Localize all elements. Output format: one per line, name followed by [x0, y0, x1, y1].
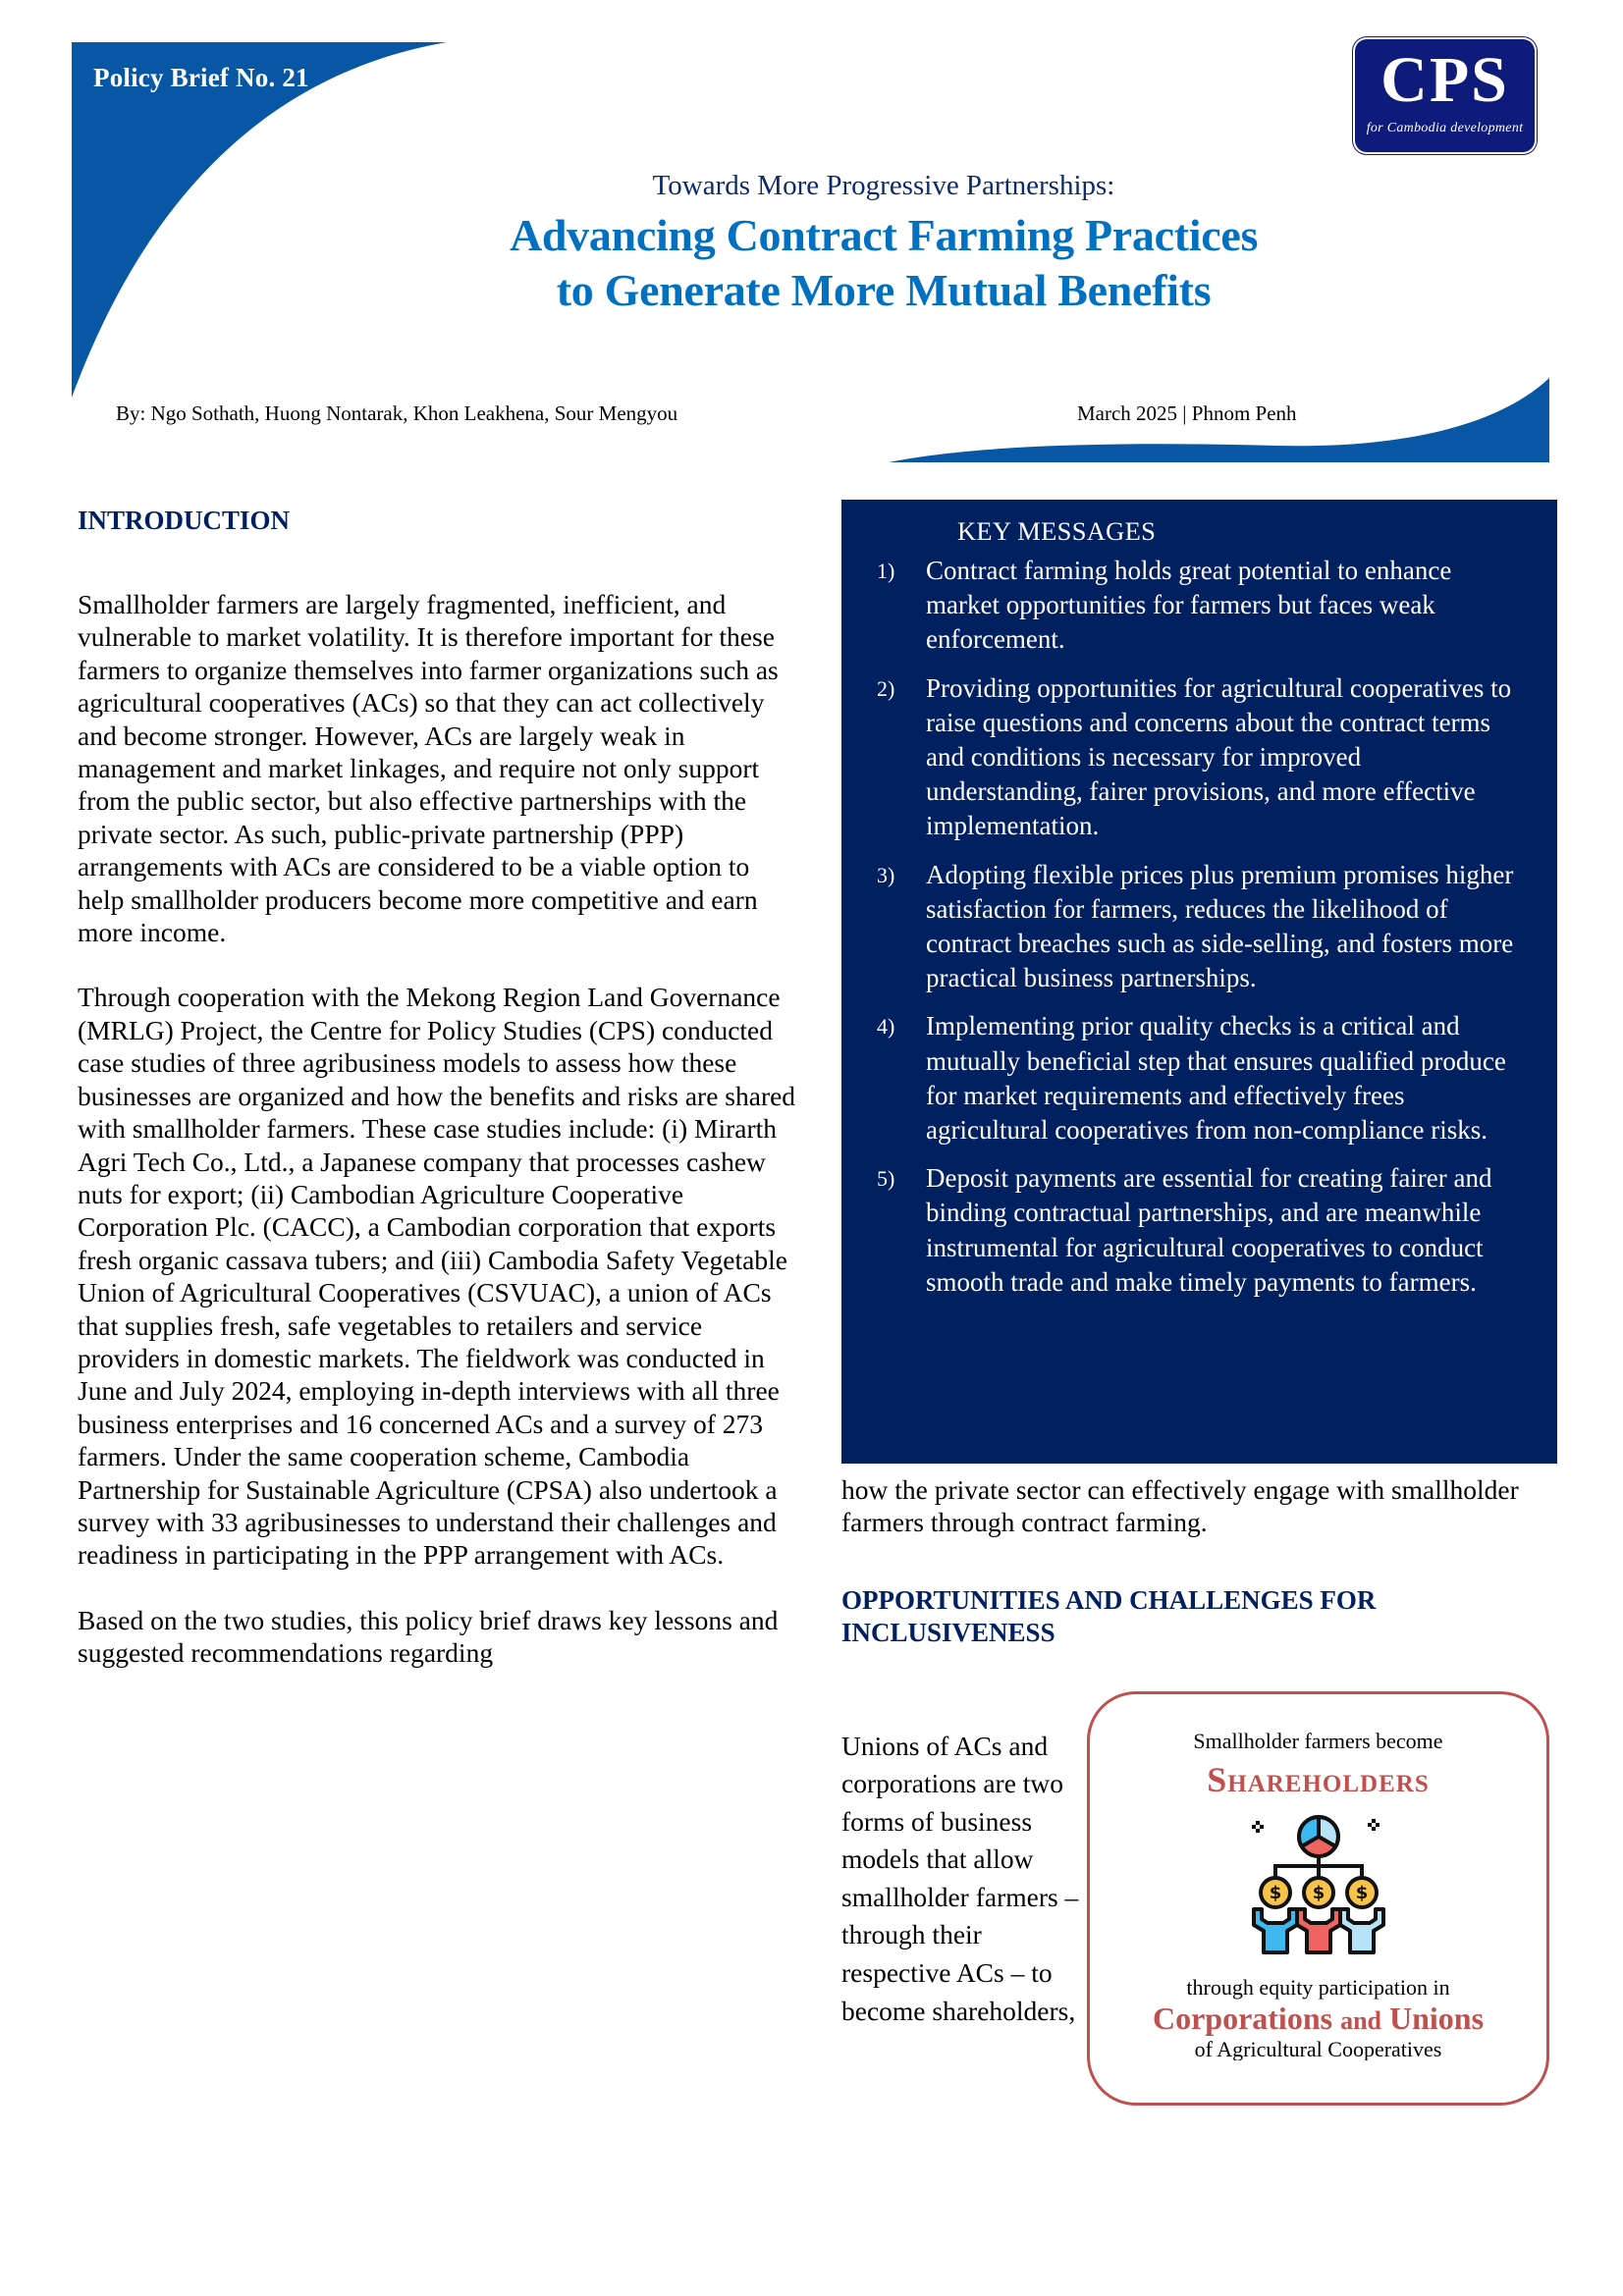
intro-paragraph-2: Through cooperation with the Mekong Region Land Governance (MRLG) Project, the Centre for Policy Studies (CPS) conducted case studies of three agribusiness models to assess how these businesses are organized and how the benefits and risks are shared with smallholder farmers. These case studies include: (i) Mirarth Agri Tech Co., Ltd., a Japanese company that processes cashew nuts for export; (ii) Cambodian Agriculture Cooperative Corporation Plc. (CACC), a Cambodian corporation that exports fresh organic cassava tubers; and (iii) Cambodia Safety Vegetable Union of Agricultural Cooperatives (CSVUAC), a union of ACs that supplies fresh, safe vegetables to retailers and service providers in domestic markets. The fieldwork was conducted in June and July 2024, employing in-depth interviews with all three business enterprises and 16 concerned ACs and a survey of 273 farmers. Under the same cooperation scheme, Cambodia Partnership for Sustainable Agriculture (CPSA) also undertook a survey with 33 agribusinesses to understand their challenges and readiness in participating in the PPP arrangement with ACs.: [78, 982, 796, 1571]
callout-unions: Unions: [1388, 2001, 1485, 2036]
title-line-2: to Generate More Mutual Benefits: [556, 265, 1212, 315]
key-message-text: Deposit payments are essential for creating fairer and binding contractual partnerships, and are meanwhile instrumental for agricultural cooperatives to conduct smooth trade and make timely payments to farmers.: [926, 1163, 1492, 1297]
key-message-text: Providing opportunities for agricultural cooperatives to raise questions and concerns about the contract terms and conditions is necessary for improved understanding, fairer provisions, and more effective implementation.: [926, 672, 1512, 841]
title-block: [373, 169, 1394, 318]
key-messages-box: [841, 500, 1557, 1464]
callout-line-5: of Agricultural Cooperatives: [1194, 2039, 1442, 2060]
callout-corporations: Corporations: [1152, 2001, 1333, 2036]
callout-line-1: Smallholder farmers become: [1193, 1729, 1443, 1753]
cps-logo: [1355, 39, 1535, 152]
logo-text: CPS: [1380, 44, 1509, 116]
authors-byline: By: Ngo Sothath, Huong Nontarak, Khon Leakhena, Sour Mengyou: [116, 401, 678, 425]
svg-text:$: $: [1355, 1883, 1368, 1903]
introduction-heading: INTRODUCTION: [78, 506, 291, 535]
intro-paragraph-3: Based on the two studies, this policy brief draws key lessons and suggested recommendations regarding: [78, 1604, 779, 1669]
title-pretitle: Towards More Progressive Partnerships:: [652, 170, 1115, 201]
date-location: March 2025 | Phnom Penh: [1077, 401, 1297, 425]
svg-text:$: $: [1312, 1883, 1325, 1903]
page-title: [373, 208, 1394, 318]
svg-text:$: $: [1269, 1883, 1281, 1903]
intro-continuation: how the private sector can effectively engage with smallholder farmers through contract farming.: [841, 1474, 1519, 1538]
key-message-item: [877, 554, 1522, 658]
logo-tagline: for Cambodia development: [1366, 121, 1524, 135]
opportunities-paragraph: Unions of ACs and corporations are two forms of business models that allow smallholder farmers – through their respective ACs – to become shareholders,: [841, 1730, 1079, 2026]
callout-and: and: [1340, 2006, 1381, 2035]
key-message-number: 5): [877, 1166, 895, 1192]
shareholders-network-icon: [1230, 1809, 1407, 1956]
callout-shareholders: Shareholders: [1207, 1760, 1430, 1799]
intro-paragraph-1: Smallholder farmers are largely fragmented, inefficient, and vulnerable to market volatility. It is therefore important for these farmers to organize themselves into farmer organizations such as agricultural cooperatives (ACs) so that they can act collectively and become stronger. However, ACs are largely weak in management and market linkages, and require not only support from the public sector, but also effective partnerships with the private sector. As such, public-private partnership (PPP) arrangements with ACs are considered to be a viable option to help smallholder producers become more competitive and earn more income.: [78, 589, 779, 948]
key-message-text: Contract farming holds great potential to enhance market opportunities for farmers but faces weak enforcement.: [926, 556, 1452, 655]
shareholders-callout: [1087, 1691, 1549, 2106]
opportunities-heading: OPPORTUNITIES AND CHALLENGES FOR INCLUSIVENESS: [841, 1585, 1377, 1647]
key-message-number: 4): [877, 1014, 895, 1040]
key-message-item: [877, 1009, 1522, 1148]
title-line-1: Advancing Contract Farming Practices: [509, 210, 1259, 260]
key-message-text: Implementing prior quality checks is a critical and mutually beneficial step that ensures qualified produce for market requirements and effectively frees agricultural cooperatives from non-compliance risks.: [926, 1011, 1506, 1146]
key-message-number: 1): [877, 559, 895, 583]
key-message-text: Adopting flexible prices plus premium promises higher satisfaction for farmers, reduces the likelihood of contract breaches such as side-selling, and fosters more practical business partnerships.: [926, 859, 1514, 993]
key-message-item: [877, 858, 1522, 996]
key-messages-heading: KEY MESSAGES: [957, 516, 1157, 546]
key-messages-list: [877, 554, 1522, 1300]
key-message-item: [877, 671, 1522, 844]
callout-corporations-unions: [1090, 2001, 1546, 2039]
policy-brief-number: Policy Brief No. 21: [93, 63, 309, 92]
introduction-section: [78, 505, 800, 1670]
key-message-number: 2): [877, 675, 895, 701]
callout-line-3: through equity participation in: [1186, 1975, 1450, 2000]
key-message-number: 3): [877, 862, 895, 887]
key-message-item: [877, 1161, 1522, 1300]
